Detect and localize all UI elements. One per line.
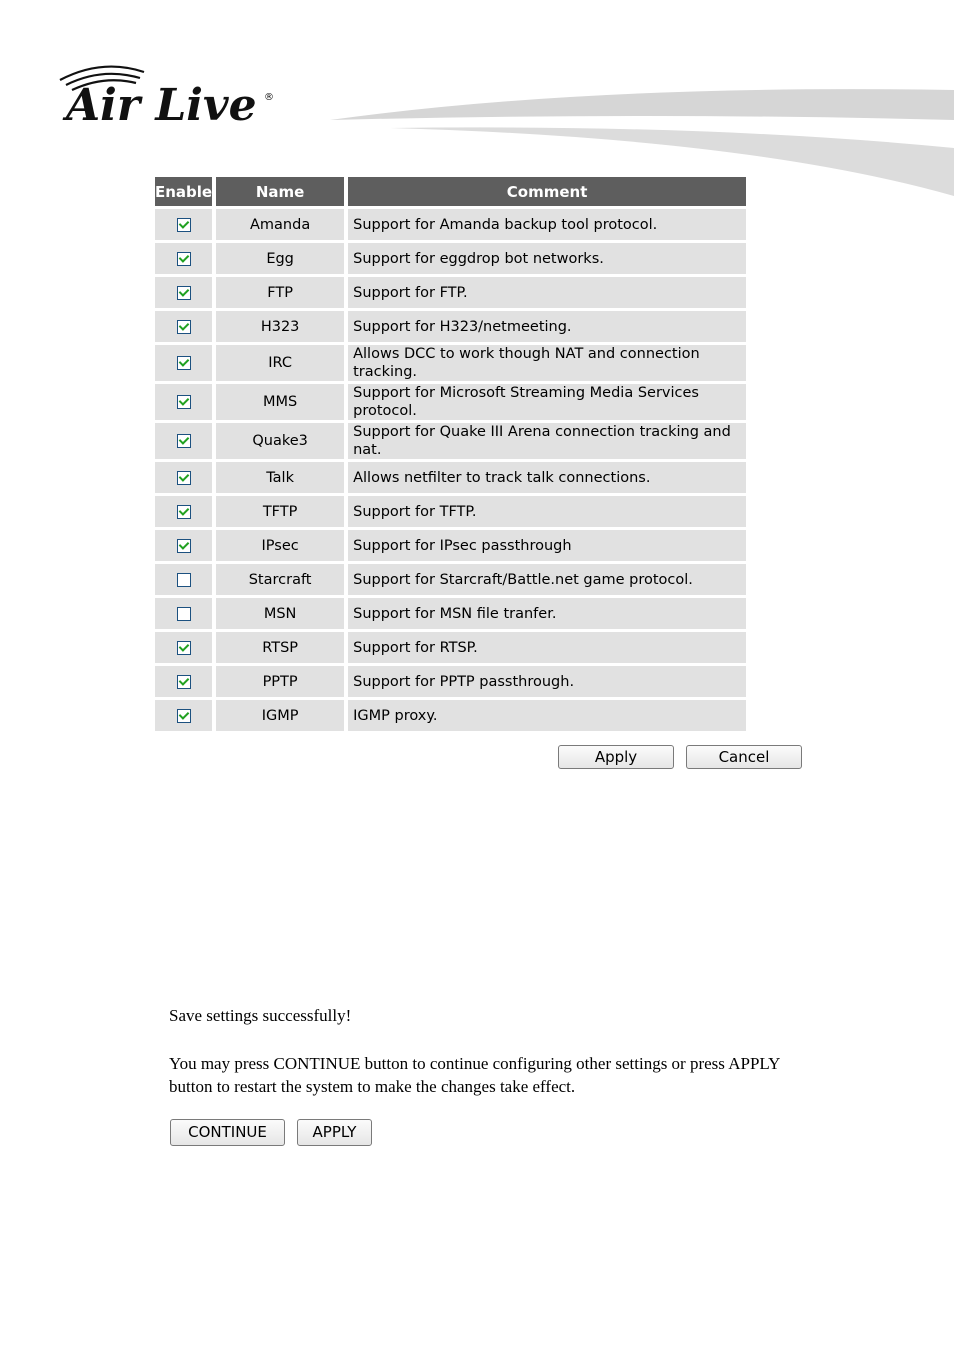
comment-cell: Support for Microsoft Streaming Media Services protocol. bbox=[348, 384, 746, 420]
enable-checkbox[interactable] bbox=[177, 252, 191, 266]
enable-cell bbox=[155, 666, 212, 697]
enable-checkbox[interactable] bbox=[177, 286, 191, 300]
enable-checkbox[interactable] bbox=[177, 675, 191, 689]
comment-cell: Support for MSN file tranfer. bbox=[348, 598, 746, 629]
name-cell: IGMP bbox=[216, 700, 344, 731]
comment-cell: Allows netfilter to track talk connections. bbox=[348, 462, 746, 493]
enable-checkbox[interactable] bbox=[177, 607, 191, 621]
comment-cell: Support for Quake III Arena connection tracking and nat. bbox=[348, 423, 746, 459]
alg-table bbox=[151, 174, 750, 734]
enable-cell bbox=[155, 496, 212, 527]
save-success-message: Save settings successfully! bbox=[169, 1006, 352, 1025]
header-comment: Comment bbox=[348, 177, 746, 206]
enable-cell bbox=[155, 345, 212, 381]
enable-cell bbox=[155, 632, 212, 663]
comment-cell: Support for RTSP. bbox=[348, 632, 746, 663]
comment-cell: Support for TFTP. bbox=[348, 496, 746, 527]
header-enable: Enable bbox=[155, 177, 212, 206]
cancel-button[interactable]: Cancel bbox=[686, 745, 802, 769]
enable-cell bbox=[155, 462, 212, 493]
enable-checkbox[interactable] bbox=[177, 434, 191, 448]
comment-cell: Support for PPTP passthrough. bbox=[348, 666, 746, 697]
table-row bbox=[155, 496, 746, 527]
enable-checkbox[interactable] bbox=[177, 320, 191, 334]
enable-cell bbox=[155, 243, 212, 274]
comment-cell: Support for H323/netmeeting. bbox=[348, 311, 746, 342]
table-row bbox=[155, 564, 746, 595]
table-row bbox=[155, 700, 746, 731]
table-row bbox=[155, 530, 746, 561]
enable-checkbox[interactable] bbox=[177, 641, 191, 655]
table-body bbox=[155, 209, 746, 731]
airlive-logo bbox=[52, 58, 292, 132]
name-cell: PPTP bbox=[216, 666, 344, 697]
enable-checkbox[interactable] bbox=[177, 356, 191, 370]
name-cell: MSN bbox=[216, 598, 344, 629]
name-cell: Quake3 bbox=[216, 423, 344, 459]
name-cell: MMS bbox=[216, 384, 344, 420]
table-header-row bbox=[155, 177, 746, 206]
enable-checkbox[interactable] bbox=[177, 539, 191, 553]
enable-cell bbox=[155, 598, 212, 629]
table-row bbox=[155, 632, 746, 663]
enable-cell bbox=[155, 423, 212, 459]
apply-button[interactable]: Apply bbox=[558, 745, 674, 769]
table-row bbox=[155, 243, 746, 274]
enable-checkbox[interactable] bbox=[177, 218, 191, 232]
enable-cell bbox=[155, 530, 212, 561]
enable-checkbox[interactable] bbox=[177, 573, 191, 587]
name-cell: IPsec bbox=[216, 530, 344, 561]
enable-checkbox[interactable] bbox=[177, 471, 191, 485]
comment-cell: Support for IPsec passthrough bbox=[348, 530, 746, 561]
table-row bbox=[155, 598, 746, 629]
name-cell: IRC bbox=[216, 345, 344, 381]
comment-cell: Support for eggdrop bot networks. bbox=[348, 243, 746, 274]
comment-cell: Support for FTP. bbox=[348, 277, 746, 308]
comment-cell: Allows DCC to work though NAT and connection tracking. bbox=[348, 345, 746, 381]
table-row bbox=[155, 423, 746, 459]
table-row bbox=[155, 345, 746, 381]
name-cell: RTSP bbox=[216, 632, 344, 663]
name-cell: TFTP bbox=[216, 496, 344, 527]
logo-trademark: ® bbox=[264, 92, 274, 103]
enable-cell bbox=[155, 311, 212, 342]
enable-cell bbox=[155, 277, 212, 308]
logo-wordmark: Air Live bbox=[66, 80, 257, 131]
table-row bbox=[155, 666, 746, 697]
enable-cell bbox=[155, 564, 212, 595]
table-row bbox=[155, 209, 746, 240]
enable-checkbox[interactable] bbox=[177, 709, 191, 723]
comment-cell: Support for Amanda backup tool protocol. bbox=[348, 209, 746, 240]
name-cell: FTP bbox=[216, 277, 344, 308]
table-row bbox=[155, 311, 746, 342]
name-cell: Starcraft bbox=[216, 564, 344, 595]
name-cell: Amanda bbox=[216, 209, 344, 240]
comment-cell: IGMP proxy. bbox=[348, 700, 746, 731]
enable-cell bbox=[155, 700, 212, 731]
apply-restart-button[interactable]: APPLY bbox=[297, 1119, 372, 1146]
enable-cell bbox=[155, 384, 212, 420]
continue-button[interactable]: CONTINUE bbox=[170, 1119, 285, 1146]
enable-checkbox[interactable] bbox=[177, 505, 191, 519]
header-name: Name bbox=[216, 177, 344, 206]
table-row bbox=[155, 462, 746, 493]
comment-cell: Support for Starcraft/Battle.net game protocol. bbox=[348, 564, 746, 595]
continue-hint-message: You may press CONTINUE button to continue configuring other settings or press APPLY button to restart the system to make the changes take effect. bbox=[169, 1054, 780, 1096]
table-row bbox=[155, 384, 746, 420]
table-row bbox=[155, 277, 746, 308]
name-cell: H323 bbox=[216, 311, 344, 342]
enable-checkbox[interactable] bbox=[177, 395, 191, 409]
name-cell: Egg bbox=[216, 243, 344, 274]
enable-cell bbox=[155, 209, 212, 240]
name-cell: Talk bbox=[216, 462, 344, 493]
